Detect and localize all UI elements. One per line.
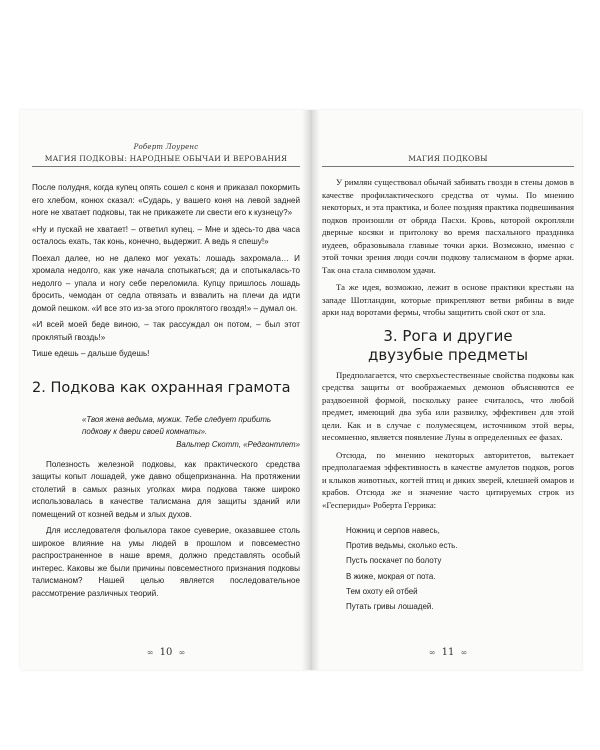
verse-line: В жиже, мокрая от пота. — [346, 571, 436, 581]
ornament-icon: ∞ — [428, 648, 436, 657]
epigraph-text: «Твоя жена ведьма, мужик. Тебе следует прибить подкову к двери своей комнаты». — [82, 414, 272, 436]
paragraph: Тише едешь – дальше будешь! — [32, 349, 150, 358]
book-gutter — [302, 110, 320, 670]
paragraph: «И всей моей беде виною, – так рассуждал он потом, – был этот проклятый гвоздь!» — [32, 320, 300, 342]
section-heading — [322, 327, 574, 365]
paragraph: Отсюда, по мнению некоторых авторитетов, вытекает предполагаемая эффективность в качестве амулетов подков, рогов и клыков животных, когтей птиц и диких зверей, клешней омаров и крабов. Отсюда же и значение часто цитируемых строк из «Геспериды» Роберта Геррика: — [322, 449, 574, 510]
running-head-rule — [32, 166, 300, 167]
paragraph: Предполагается, что сверхъестественные свойства подковы как средства защиты от воображаемых демонов объясняются ее раздвоенной формой, поскольку ранее считалось, что любой предмет, имеющий два зуба или развилку, эффективен для этой цели. Как и в случае с полумесяцем, источником этой веры, несомненно, является появление Луны в определенных ее фазах. — [322, 369, 574, 442]
running-head-author: Роберт Лоуренс — [133, 143, 199, 151]
paragraph: У римлян существовал обычай забивать гвозди в стены домов в качестве профилактического средства от чумы. По мнению некоторых, и эта практика, и более поздняя практика подвешивания подков произошли от обряда Пасхи. Кровь, которой окропляли дверные косяки и притолоку во время пасхального праздника иудеев, образовывала главные точки арки. Возможно, именно с этой точки зрения люди сочли подкову талисманом в форме арки. Так она стала символом удачи. — [322, 177, 574, 275]
page-number — [322, 647, 574, 658]
page-number — [32, 647, 300, 658]
verse-line: Против ведьмы, сколько есть. — [346, 541, 458, 551]
left-page-body — [32, 182, 300, 604]
book-spread — [20, 110, 582, 670]
epigraph-author: Вальтер Скотт, «Редгонтлет» — [176, 439, 300, 449]
running-head-title: МАГИЯ ПОДКОВЫ: НАРОДНЫЕ ОБЫЧАИ И ВЕРОВАНИЯ — [44, 154, 288, 163]
verse-line: Пусть поскачет по болоту — [346, 556, 442, 566]
paragraph: Для исследователя фольклора такое суеверие, оказавшее столь широкое влияние на умы людей в прошлом и повсеместно распространенное в наше время, должно представлять особый интерес. Каковы же были причины повсеместного признания подковы талисманом? Нашей целью является последовательное рассмотрение различных теорий. — [32, 526, 300, 598]
paragraph: Поехал далее, но не далеко мог уехать: лошадь захромала… И хромала недолго, как уже начала спотыкаться; да и спотыкалась-то недолго – упала и ногу себе переломила. Купцу пришлось лошадь бросить, чемодан от седла отвязать и взвалить на плечи да идти домой пешком. «И все это из-за этого проклятого гвоздя!» – думал он. — [32, 253, 300, 313]
page-number-value: 10 — [159, 647, 173, 658]
verse-line: Путать гривы лошадей. — [346, 602, 434, 612]
verse-line: Тем охоту ей отбей — [346, 586, 418, 596]
right-page — [322, 110, 574, 670]
section-heading: 2. Подкова как охранная грамота — [32, 379, 291, 396]
ornament-icon: ∞ — [146, 648, 154, 657]
page-number-value: 11 — [441, 647, 455, 658]
paragraph: Полезность железной подковы, как практического средства защиты копыт лошадей, уже давно общепризнанна. На протяжении столетий в самых разных уголках мира подкова также широко использовалась в качестве талисмана для защиты зданий или помещений от козней ведьм и злых духов. — [32, 459, 300, 519]
ornament-icon: ∞ — [178, 648, 186, 657]
ornament-icon: ∞ — [460, 648, 468, 657]
left-page — [32, 110, 300, 670]
section-heading-line1: 3. Рога и другие — [383, 326, 513, 345]
running-head-rule — [322, 166, 574, 167]
paragraph: «Ну и пускай не хватает! – ответил купец. – Мне и здесь-то два часа осталось ехать, так конь, конечно, выдержит. А ведь я спешу!» — [32, 224, 300, 246]
section-heading-line2: двузубые предметы — [367, 345, 529, 364]
right-page-body — [322, 176, 574, 614]
paragraph: Та же идея, возможно, лежит в основе практики крестьян на западе Шотландии, которые прикрепляют ветви рябины в виде арки над воротами фермы, чтобы защитить свой скот от зла. — [322, 282, 574, 317]
verse-line: Ножниц и серпов навесь, — [346, 526, 440, 535]
verse — [346, 523, 574, 614]
paragraph: После полудня, когда купец опять сошел с коня и приказал покормить его хлебом, конюх сказал: «Сударь, у вашего коня на левой задней ноге не хватает подковы, так не прикажете ли свести его к кузнецу?» — [32, 183, 300, 217]
epigraph — [82, 414, 300, 451]
running-head-title: МАГИЯ ПОДКОВЫ — [408, 154, 488, 163]
